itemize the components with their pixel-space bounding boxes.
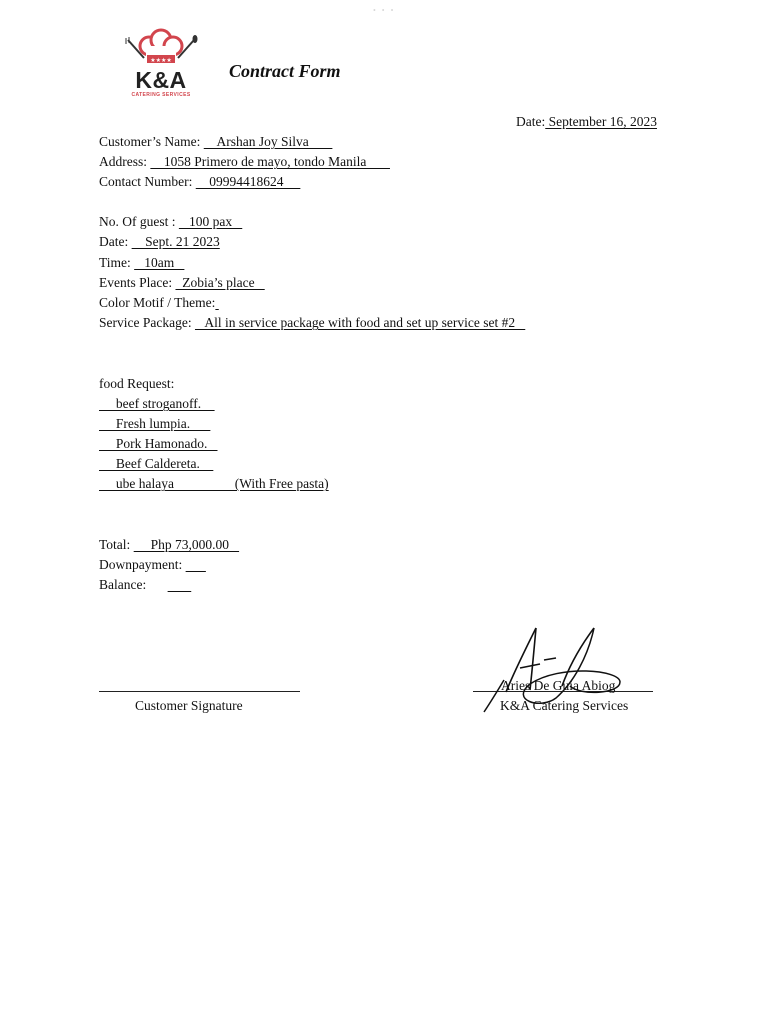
package-value: All in service package with food and set up service set #2 [194, 315, 526, 330]
balance-label: Balance: [99, 577, 147, 592]
contract-date-row [516, 113, 657, 131]
customer-name-row [99, 133, 332, 151]
company-signature-label: K&A Catering Services [500, 698, 629, 713]
total-value: Php 73,000.00 [133, 537, 240, 552]
place-label: Events Place: [99, 275, 173, 290]
total-row [99, 536, 239, 554]
balance-row [99, 576, 191, 594]
food-item: ube halaya (With Free pasta) [99, 476, 329, 491]
address-row [99, 153, 390, 171]
motif-row [99, 294, 219, 312]
food-request-label: food Request: [99, 376, 175, 391]
event-date-row [99, 233, 220, 251]
food-item: Fresh lumpia. [99, 416, 211, 431]
company-signer-name: Aries De Guia Abiog [501, 678, 616, 693]
contact-row [99, 173, 300, 191]
svg-text:★★★★: ★★★★ [150, 57, 172, 64]
logo-brand-subtitle: CATERING SERVICES [131, 92, 191, 98]
place-row [99, 274, 265, 292]
downpayment-value [186, 557, 206, 572]
customer-signature-label: Customer Signature [135, 698, 243, 713]
event-date-value: Sept. 21 2023 [131, 234, 220, 249]
total-label: Total: [99, 537, 131, 552]
food-item: beef stroganoff. [99, 396, 215, 411]
customer-signature-line [99, 691, 300, 692]
guest-row [99, 213, 242, 231]
address-value: 1058 Primero de mayo, tondo Manila [150, 154, 390, 169]
package-row [99, 314, 525, 332]
balance-value [168, 577, 192, 592]
motif-label: Color Motif / Theme: [99, 295, 216, 310]
time-value: 10am [134, 255, 185, 270]
downpayment-row [99, 556, 206, 574]
motif-value [215, 295, 218, 310]
contact-value: 09994418624 [195, 174, 301, 189]
handwritten-signature [470, 620, 640, 720]
downpayment-label: Downpayment: [99, 557, 183, 572]
time-label: Time: [99, 255, 131, 270]
address-label: Address: [99, 154, 147, 169]
place-value: Zobia’s place [175, 275, 265, 290]
chef-hat-icon [118, 28, 204, 72]
company-logo [118, 28, 204, 102]
page-indicator-dots: • • • [373, 6, 396, 15]
time-row [99, 254, 184, 272]
event-date-label: Date: [99, 234, 129, 249]
food-item: Beef Caldereta. [99, 456, 214, 471]
contract-date-label: Date: [516, 114, 546, 129]
package-label: Service Package: [99, 315, 192, 330]
guest-label: No. Of guest : [99, 214, 176, 229]
customer-name-label: Customer’s Name: [99, 134, 201, 149]
form-title: Contract Form [229, 61, 341, 81]
guest-value: 100 pax [178, 214, 243, 229]
customer-name-value: Arshan Joy Silva [203, 134, 333, 149]
contract-date-value: September 16, 2023 [545, 114, 657, 129]
food-item: Pork Hamonado. [99, 436, 218, 451]
logo-brand-text: K&A [135, 67, 187, 93]
contact-label: Contact Number: [99, 174, 193, 189]
